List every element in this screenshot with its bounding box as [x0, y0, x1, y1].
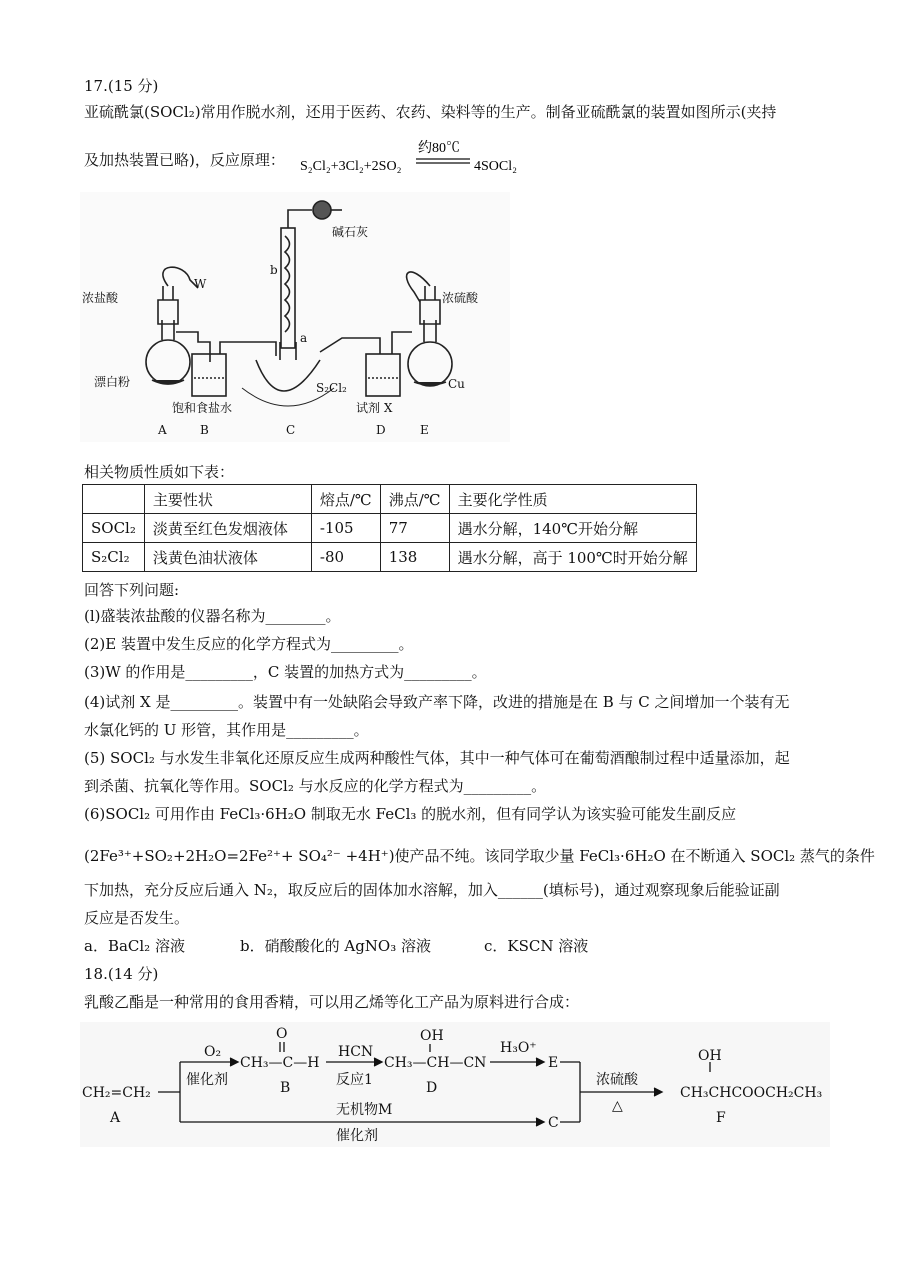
- compound-d-label: D: [426, 1080, 438, 1096]
- table-header-cell: 熔点/℃: [311, 485, 380, 514]
- question-3: (3)W 的作用是_________，C 装置的加热方式为_________。: [84, 663, 487, 681]
- label-w: W: [194, 277, 207, 291]
- table-cell: -80: [311, 543, 380, 572]
- compound-d-oh: OH: [420, 1028, 444, 1044]
- compound-a: CH₂=CH₂: [82, 1085, 151, 1101]
- compound-b-label: B: [280, 1080, 291, 1096]
- label-e-letter: E: [420, 423, 429, 437]
- table-cell: 淡黄至红色发烟液体: [144, 514, 311, 543]
- compound-f: CH₃CHCOOCH₂CH₃: [680, 1085, 823, 1101]
- table-cell: 遇水分解，高于 100℃时开始分解: [449, 543, 696, 572]
- compound-a-label: A: [110, 1110, 121, 1126]
- reaction-equation: [300, 138, 560, 178]
- table-intro: 相关物质性质如下表：: [84, 463, 235, 481]
- label-brine: 饱和食盐水: [172, 401, 233, 415]
- table-cell: 138: [380, 543, 449, 572]
- question-5-line1: (5) SOCl₂ 与水发生非氧化还原反应生成两种酸性气体，其中一种气体可在葡萄酒酿制过程中适量添加，起: [84, 749, 790, 767]
- compound-b-oxygen: O: [276, 1026, 288, 1042]
- label-s2cl2: S₂Cl₂: [316, 381, 347, 395]
- table-cell: 77: [380, 514, 449, 543]
- label-alkali-lime: 碱石灰: [332, 225, 369, 239]
- compound-e: E: [548, 1055, 559, 1071]
- option-a: a．BaCl₂ 溶液: [84, 937, 185, 955]
- table-header-cell: 主要化学性质: [449, 485, 696, 514]
- label-d-letter: D: [376, 423, 386, 437]
- q17-heading: 17.(15 分): [84, 77, 159, 95]
- label-b-letter: B: [200, 423, 209, 437]
- label-conc-hcl: 浓盐酸: [82, 291, 119, 305]
- question-4-line1: (4)试剂 X 是_________。装置中有一处缺陷会导致产率下降，改进的措施是在 B 与 C 之间增加一个装有无: [84, 693, 790, 711]
- reagent-hcn: HCN: [338, 1044, 374, 1060]
- question-6-line4: 反应是否发生。: [84, 909, 190, 927]
- answer-prompt: 回答下列问题:: [84, 581, 180, 599]
- q18-intro: 乳酸乙酯是一种常用的食用香精，可以用乙烯等化工产品为原料进行合成：: [84, 993, 580, 1011]
- heating-symbol: △: [612, 1098, 623, 1114]
- properties-table: [82, 484, 697, 572]
- label-conc-h2so4: 浓硫酸: [442, 291, 479, 305]
- label-c-letter: C: [286, 423, 296, 437]
- label-bleach: 漂白粉: [94, 375, 131, 389]
- reaction-left: S₂Cl₂+3Cl₂+2SO₂: [300, 159, 402, 174]
- q17-intro-line2: 及加热装置已略)，反应原理：: [84, 151, 285, 169]
- reaction-1-label: 反应1: [336, 1072, 373, 1088]
- table-header-cell: [83, 485, 145, 514]
- table-cell: 浅黄色油状液体: [144, 543, 311, 572]
- q17-intro-line1: 亚硫酰氯(SOCl₂)常用作脱水剂，还用于医药、农药、染料等的生产。制备亚硫酰氯的装置如图所示(夹持: [84, 103, 777, 121]
- question-6-line1: (6)SOCl₂ 可用作由 FeCl₃·6H₂O 制取无水 FeCl₃ 的脱水剂，但有同学认为该实验可能发生副反应: [84, 805, 737, 823]
- label-cu: Cu: [448, 377, 465, 391]
- q18-heading: 18.(14 分): [84, 965, 159, 983]
- reagent-conc-h2so4: 浓硫酸: [596, 1072, 638, 1088]
- compound-f-label: F: [716, 1110, 726, 1126]
- question-5-line2: 到杀菌、抗氧化等作用。SOCl₂ 与水反应的化学方程式为_________。: [84, 777, 547, 795]
- table-header-cell: 主要性状: [144, 485, 311, 514]
- compound-f-oh: OH: [698, 1048, 722, 1064]
- table-cell: -105: [311, 514, 380, 543]
- question-1: (l)盛装浓盐酸的仪器名称为________。: [84, 607, 341, 625]
- alkali-lime-tube: [313, 201, 331, 219]
- table-cell: S₂Cl₂: [83, 543, 145, 572]
- table-cell: 遇水分解，140℃开始分解: [449, 514, 696, 543]
- table-header-row: [83, 485, 697, 514]
- option-c: c．KSCN 溶液: [484, 937, 589, 955]
- option-b: b．硝酸酸化的 AgNO₃ 溶液: [240, 937, 432, 955]
- question-4-line2: 水氯化钙的 U 形管，其作用是_________。: [84, 721, 369, 739]
- catalyst-2: 催化剂: [336, 1128, 378, 1144]
- table-header-cell: 沸点/℃: [380, 485, 449, 514]
- reagent-inorganic-m: 无机物M: [336, 1102, 393, 1118]
- table-row: [83, 514, 697, 543]
- reaction-right: 4SOCl₂: [474, 159, 518, 174]
- apparatus-figure: [80, 192, 510, 442]
- compound-c: C: [548, 1115, 559, 1131]
- question-6-line2: (2Fe³⁺+SO₂+2H₂O=2Fe²⁺+ SO₄²⁻ +4H⁺)使产品不纯。该同学取少量 FeCl₃·6H₂O 在不断通入 SOCl₂ 蒸气的条件: [84, 847, 875, 865]
- synthesis-scheme: [80, 1022, 830, 1147]
- table-row: [83, 543, 697, 572]
- reagent-o2: O₂: [204, 1044, 222, 1060]
- compound-b: CH₃—C—H: [240, 1055, 320, 1071]
- compound-d: CH₃—CH—CN: [384, 1055, 487, 1071]
- table-cell: SOCl₂: [83, 514, 145, 543]
- label-reagent-x: 试剂 X: [356, 401, 393, 415]
- label-a: a: [300, 331, 308, 345]
- question-2: (2)E 装置中发生反应的化学方程式为_________。: [84, 635, 414, 653]
- reaction-condition: 约80℃: [418, 141, 460, 156]
- catalyst-1: 催化剂: [186, 1072, 228, 1088]
- label-b: b: [270, 263, 278, 277]
- question-6-line3: 下加热，充分反应后通入 N₂，取反应后的固体加水溶解，加入______(填标号)，通过观察现象后能验证副: [84, 881, 780, 899]
- label-a-letter: A: [158, 423, 167, 437]
- reagent-h3o: H₃O⁺: [500, 1040, 537, 1056]
